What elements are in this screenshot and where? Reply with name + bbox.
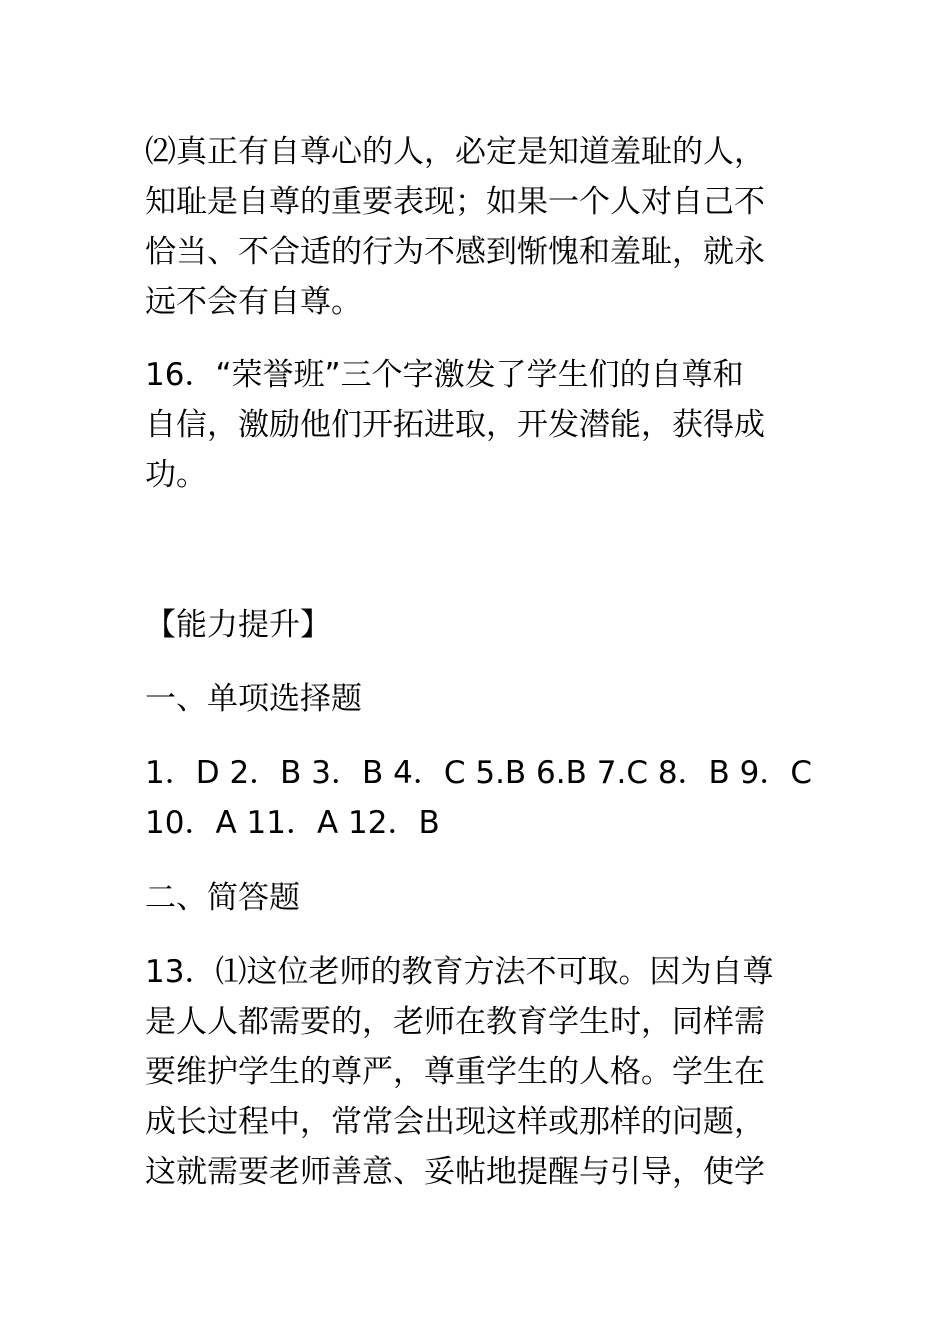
answer-16 (145, 350, 795, 500)
text-line: 远不会有自尊。 (145, 284, 362, 320)
text-line: 知耻是自尊的重要表现；如果一个人对自己不 (145, 184, 765, 220)
text-line: 13．⑴这位老师的教育方法不可取。因为自尊 (145, 954, 774, 990)
section-heading (145, 600, 795, 650)
section-heading-text: 【能力提升】 (145, 607, 331, 643)
text-line: 自信，激励他们开拓进取，开发潜能，获得成 (145, 407, 765, 443)
part-one-heading (145, 674, 795, 724)
part-one-heading-text: 一、单项选择题 (145, 681, 362, 717)
text-line: 这就需要老师善意、妥帖地提醒与引导，使学 (145, 1154, 765, 1190)
text-line: 16．“荣誉班”三个字激发了学生们的自尊和 (145, 357, 744, 393)
text-line: 是人人都需要的，老师在教育学生时，同样需 (145, 1004, 765, 1040)
text-line: ⑵真正有自尊心的人，必定是知道羞耻的人， (145, 134, 765, 170)
choice-answers (145, 748, 813, 848)
text-line: 要维护学生的尊严，尊重学生的人格。学生在 (145, 1054, 765, 1090)
part-two-heading (145, 873, 795, 923)
text-line: 恰当、不合适的行为不感到惭愧和羞耻，就永 (145, 234, 765, 270)
text-line: 成长过程中，常常会出现这样或那样的问题， (145, 1104, 765, 1140)
paragraph-2 (145, 127, 795, 327)
text-line: 10．A 11．A 12．B (145, 805, 440, 841)
part-two-heading-text: 二、简答题 (145, 880, 300, 916)
text-line: 功。 (145, 457, 207, 493)
answer-13 (145, 947, 795, 1197)
text-line: 1．D 2．B 3．B 4．C 5.B 6.B 7.C 8．B 9．C (145, 755, 813, 791)
